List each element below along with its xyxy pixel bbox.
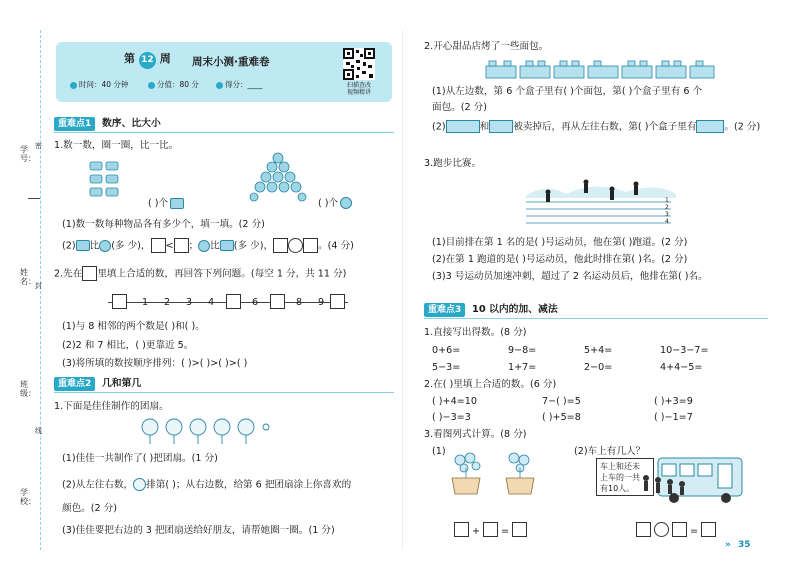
calc-item[interactable]: 2−0= xyxy=(584,362,613,373)
balloon-icon xyxy=(198,240,210,252)
ruler-box[interactable] xyxy=(226,294,241,309)
clock-icon xyxy=(70,82,77,89)
answer-box[interactable] xyxy=(454,522,469,537)
page-number: » 35 xyxy=(725,540,751,550)
q1-stem: 1.数一数，圈一圈，比一比。 xyxy=(54,140,179,151)
time-info: 时间：40 分钟 xyxy=(70,78,128,91)
spine-label-school: 学校： xyxy=(20,488,36,506)
spine-label-name: 姓名： xyxy=(20,268,36,286)
q2-sub3: (3)将所填的数按顺序排列：( )>( )>( )>( ) xyxy=(62,358,248,369)
spine-label-class: 班级： xyxy=(20,380,36,398)
q3-stem: 1.下面是佳佳制作的团扇。 xyxy=(54,401,169,412)
test-header xyxy=(56,42,392,102)
got-score: 得分：____ xyxy=(216,78,263,91)
bread-boxes xyxy=(484,58,716,80)
section-divider xyxy=(424,318,768,319)
r-q3-sub2: (2)在第 1 跑道的是( )号运动员，他此时排在第( )名。(2 分) xyxy=(432,254,688,265)
r-q3-sub3: (3)3 号运动员加速冲刺，超过了 2 名运动员后，他排在第( )名。 xyxy=(432,271,708,282)
calc-item[interactable]: 10−3−7= xyxy=(660,345,709,356)
calc-item[interactable]: 9−8= xyxy=(508,345,537,356)
r-q2-sub2: (2) 和 被卖掉后，再从左往右数，第( )个盒子里有 。(2 分) xyxy=(432,121,761,133)
ruler-number-2: 2 xyxy=(164,297,171,308)
ruler-number-4: 4 xyxy=(208,297,215,308)
q1-sub1: (1)数一数每种物品各有多少个，填一填。(2 分) xyxy=(62,219,265,230)
answer-box[interactable] xyxy=(174,238,189,253)
spine-mark-line: 线 xyxy=(35,427,42,435)
section-divider xyxy=(54,132,394,133)
flower-pots xyxy=(446,450,546,496)
q1-blank-1[interactable]: ( )个 xyxy=(148,197,184,210)
q1-balloon-cars xyxy=(88,160,138,200)
ruler-box[interactable] xyxy=(270,294,285,309)
q2-stem: 2.先在 里填上合适的数，再回答下列问题。(每空 1 分，共 11 分) xyxy=(54,266,346,281)
ruler-number-6: 6 xyxy=(252,297,259,308)
car-icon xyxy=(76,240,90,251)
fan-icon xyxy=(133,478,146,491)
answer-box[interactable] xyxy=(82,266,97,281)
answer-circle[interactable] xyxy=(654,522,669,537)
bus-scene xyxy=(618,456,744,504)
race-illustration xyxy=(526,172,676,228)
q1-sub2: (2) 比 (多 少)， < ； 比 (多 少)， 。(4 分) xyxy=(62,238,354,253)
car-icon xyxy=(170,198,184,209)
spine-label-student-no: 学号： xyxy=(20,145,36,163)
week-label: 第 12 周 xyxy=(124,52,171,69)
answer-circle[interactable] xyxy=(288,238,303,253)
ruler-box[interactable] xyxy=(330,294,345,309)
fill-item[interactable]: ( )+5=8 xyxy=(542,412,581,423)
answer-box[interactable] xyxy=(636,522,651,537)
answer-box[interactable] xyxy=(701,522,716,537)
ruler-number-8: 8 xyxy=(296,297,303,308)
binding-spine xyxy=(0,0,44,565)
test-title: 周末小测·重难卷 xyxy=(192,56,270,68)
section-title-3: 10 以内的加、减法 xyxy=(472,304,558,315)
q3-sub2-cont: 颜色。(2 分) xyxy=(62,503,118,514)
r-q4-stem: 1.直接写出得数。(8 分) xyxy=(424,327,527,338)
score-icon xyxy=(148,82,155,89)
answer-box[interactable] xyxy=(672,522,687,537)
q3-sub3: (3)佳佳要把右边的 3 把团扇送给好朋友，请帮她圈一圈。(1 分) xyxy=(62,525,335,536)
q3-sub1: (1)佳佳一共制作了( )把团扇。(1 分) xyxy=(62,453,218,464)
calc-item[interactable]: 4+4−5= xyxy=(660,362,703,373)
fill-item[interactable]: ( )−3=3 xyxy=(432,412,471,423)
r-q2-stem: 2.开心甜品店烤了一些面包。 xyxy=(424,41,549,52)
fill-item[interactable]: ( )−1=7 xyxy=(654,412,693,423)
ruler-number-1: 1 xyxy=(142,297,149,308)
balloon-icon xyxy=(99,240,111,252)
score-info: 分值：80 分 xyxy=(148,78,199,91)
qr-caption: 扫描查改 视频精讲 xyxy=(346,82,371,96)
pen-icon xyxy=(216,82,223,89)
lane-numbers: 1 2 3 4 xyxy=(665,197,669,225)
section-tag-2: 重难点2 xyxy=(54,377,95,391)
ruler-box[interactable] xyxy=(112,294,127,309)
section-title-2: 几和第几 xyxy=(102,378,142,389)
r-q2-sub1: (1)从左边数，第 6 个盒子里有( )个面包，第( )个盒子里有 6 个 xyxy=(432,86,703,97)
r-q3-stem: 3.跑步比赛。 xyxy=(424,158,482,169)
q2-sub1: (1)与 8 相邻的两个数是( )和( )。 xyxy=(62,321,205,332)
qr-code[interactable] xyxy=(343,48,375,80)
r-q6-stem: 3.看图列式计算。(8 分) xyxy=(424,429,527,440)
section-tag-3: 重难点3 xyxy=(424,303,465,317)
bread-box-icon xyxy=(446,120,480,133)
q3-sub2: (2)从左往右数， 排第( )；从右边数，给第 6 把团扇涂上你喜欢的 xyxy=(62,479,352,491)
r-q3-sub1: (1)目前排在第 1 名的是( )号运动员，他在第( )跑道。(2 分) xyxy=(432,237,688,248)
r-q6-p1: (1) xyxy=(432,446,446,457)
section-tag-1: 重难点1 xyxy=(54,117,95,131)
ruler-number-3: 3 xyxy=(186,297,193,308)
answer-box[interactable] xyxy=(512,522,527,537)
calc-item[interactable]: 5−3= xyxy=(432,362,461,373)
q1-balloon-triangle xyxy=(248,152,308,202)
car-icon xyxy=(220,240,234,251)
r-q6-p2: (2)车上有几人？ xyxy=(574,446,646,457)
calc-item[interactable]: 0+6= xyxy=(432,345,461,356)
answer-box[interactable] xyxy=(273,238,288,253)
week-number-badge: 12 xyxy=(139,52,156,69)
fill-item[interactable]: ( )+3=9 xyxy=(654,396,693,407)
q1-blank-2[interactable]: ( )个 xyxy=(318,197,352,210)
fan-row xyxy=(140,417,270,445)
answer-box[interactable] xyxy=(151,238,166,253)
spine-mark-seal: 密 xyxy=(35,142,42,150)
fill-item[interactable]: 7−( )=5 xyxy=(542,396,581,407)
r-q2-sub1-cont: 面包。(2 分) xyxy=(432,102,488,113)
answer-box[interactable] xyxy=(483,522,498,537)
equation-1: + = xyxy=(454,519,527,538)
number-line xyxy=(108,290,348,314)
q2-sub2: (2)2 和 7 相比，( )更靠近 5。 xyxy=(62,340,194,351)
fill-item[interactable]: ( )+4=10 xyxy=(432,396,477,407)
speech-bubble: 车上和还未 上车的一共 有10人。 xyxy=(596,458,654,496)
balloon-icon xyxy=(340,197,352,209)
answer-box[interactable] xyxy=(303,238,318,253)
ruler-number-9: 9 xyxy=(318,297,325,308)
spine-mark-close: 封 xyxy=(35,282,42,290)
page-gutter xyxy=(402,30,403,550)
section-divider xyxy=(54,392,394,393)
calc-item[interactable]: 5+4= xyxy=(584,345,613,356)
bread-box-icon xyxy=(696,120,724,133)
equation-2: = xyxy=(636,519,716,538)
calc-item[interactable]: 1+7= xyxy=(508,362,537,373)
section-title-1: 数序、比大小 xyxy=(102,118,161,129)
r-q5-stem: 2.在( )里填上合适的数。(6 分) xyxy=(424,379,557,390)
bread-box-icon xyxy=(489,120,513,133)
